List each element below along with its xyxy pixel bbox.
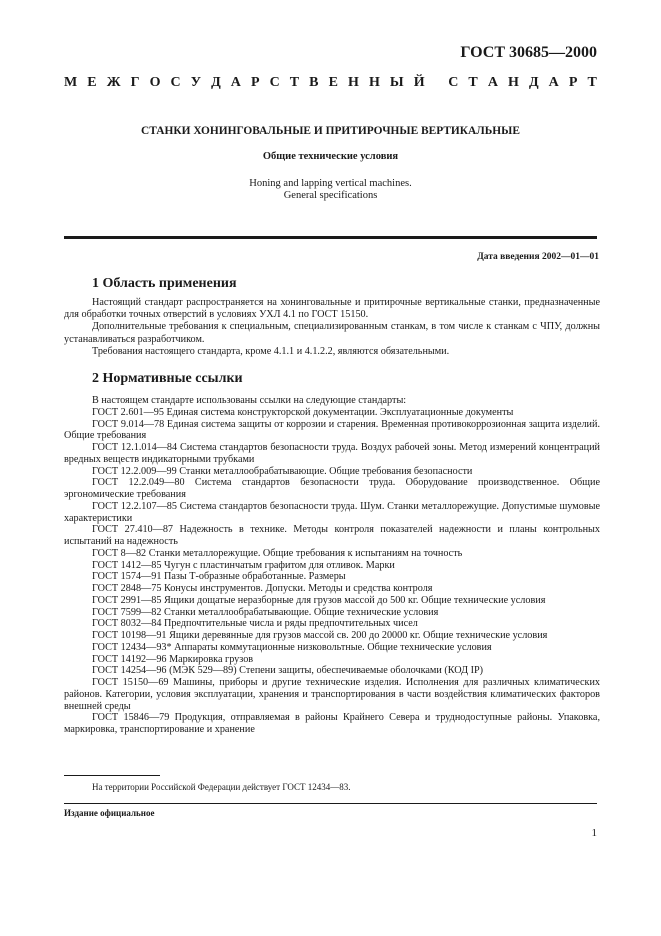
reference-paragraph: ГОСТ 8—82 Станки металлорежущие. Общие требования к испытаниям на точность — [92, 547, 463, 559]
reference-paragraph: ГОСТ 2.601—95 Единая система конструкторской документации. Эксплуатационные документы — [92, 406, 514, 418]
banner-letter: Ж — [106, 75, 121, 90]
banner-letter: Р — [568, 75, 578, 90]
banner-letter: Г — [130, 75, 140, 90]
english-title-line2: General specifications — [283, 190, 378, 201]
reference-paragraph: В настоящем стандарте использованы ссылки на следующие стандарты: — [92, 395, 407, 406]
banner-letter: Н — [368, 75, 380, 90]
official-edition-label: Издание официальное — [64, 808, 155, 818]
header-divider — [64, 236, 597, 239]
banner-letter: А — [230, 75, 241, 90]
banner-letter: С — [448, 75, 459, 90]
english-title — [64, 178, 597, 202]
reference-paragraph: ГОСТ 12.2.009—99 Станки металлообрабатывающие. Общие требования безопасности — [92, 465, 473, 477]
banner-letter: Е — [328, 75, 338, 90]
section-2-heading: 2 Нормативные ссылки — [92, 371, 243, 386]
banner-letter: Т — [289, 75, 300, 90]
banner-letter: В — [309, 75, 319, 90]
banner-letter: Д — [211, 75, 221, 90]
introduction-date: Дата введения 2002—01—01 — [477, 252, 599, 262]
banner-letter: С — [170, 75, 181, 90]
reference-paragraph: ГОСТ 1412—85 Чугун с пластинчатым графитом для отливок. Марки — [92, 559, 395, 571]
reference-paragraph: ГОСТ 12.2.107—85 Система стандартов безопасности труда. Шум. Станки металлорежущие. Допустимые шумовые характеристики — [64, 500, 600, 524]
banner-letter: Й — [413, 75, 425, 90]
reference-paragraph: ГОСТ 12.2.049—80 Система стандартов безопасности труда. Оборудование производственное. Общие эргономические требования — [64, 477, 600, 500]
reference-paragraph: ГОСТ 2848—75 Конусы инструментов. Допуски. Методы и средства контроля — [92, 583, 433, 594]
reference-paragraph: ГОСТ 14192—96 Маркировка грузов — [92, 653, 254, 665]
section-1-paragraph: Дополнительные требования к специальным, специализированным станкам, в том числе к станкам с ЧПУ, должны устанавливаться разработчиком. — [64, 321, 600, 345]
footnote-divider — [64, 775, 160, 776]
reference-paragraph: ГОСТ 1574—91 Пазы Т-образные обработанные. Размеры — [92, 571, 346, 583]
english-title-line1: Honing and lapping vertical machines. — [249, 178, 412, 189]
section-1-heading: 1 Область применения — [92, 276, 237, 291]
reference-paragraph: ГОСТ 12.1.014—84 Система стандартов безопасности труда. Воздух рабочей зоны. Метод измерений концентраций вредных веществ индикаторными трубками — [64, 442, 600, 465]
banner-letter: Е — [87, 75, 97, 90]
reference-paragraph: ГОСТ 10198—91 Ящики деревянные для грузов массой св. 200 до 20000 кг. Общие технические условия — [92, 630, 548, 641]
banner-letter: Н — [508, 75, 519, 90]
banner-letter: Д — [528, 75, 539, 90]
document-subtitle: Общие технические условия — [262, 151, 399, 162]
footer-divider — [64, 803, 597, 804]
banner-letter — [435, 75, 439, 91]
banner-letter: Ы — [389, 75, 404, 90]
document-title: СТАНКИ ХОНИНГОВАЛЬНЫЕ И ПРИТИРОЧНЫЕ ВЕРТИКАЛЬНЫЕ — [141, 125, 520, 137]
page-number: 1 — [591, 827, 597, 839]
interstate-standard-banner — [64, 75, 597, 91]
normative-references-list — [64, 395, 600, 736]
reference-paragraph: ГОСТ 15150—69 Машины, приборы и другие технические изделия. Исполнения для различных климатических районов. Категории, условия эксплуатации, хранения и транспортирования в части воздействия климатических факторов внешней среды — [64, 677, 600, 712]
banner-letter: А — [548, 75, 559, 90]
banner-letter: Т — [468, 75, 478, 90]
reference-paragraph: ГОСТ 2991—85 Ящики дощатые неразборные для грузов массой до 500 кг. Общие технические условия — [92, 594, 546, 606]
reference-paragraph: ГОСТ 7599—82 Станки металлообрабатывающие. Общие технические условия — [92, 606, 439, 618]
reference-paragraph: ГОСТ 9.014—78 Единая система защиты от коррозии и старения. Временная противокоррозионная защита изделий. Общие требования — [64, 418, 600, 442]
banner-letter: С — [269, 75, 280, 90]
section-1-paragraph: Настоящий стандарт распространяется на хонинговальные и притирочные вертикальные станки, предназначенные для обработки точных отверстий в условиях УХЛ 4.1 по ГОСТ 15150. — [64, 297, 600, 321]
banner-letter: У — [190, 75, 201, 90]
reference-paragraph: ГОСТ 15846—79 Продукция, отправляемая в районы Крайнего Севера и труднодоступные районы. Упаковка, маркировка, транспортирование и хранение — [64, 712, 600, 735]
reference-paragraph: ГОСТ 27.410—87 Надежность в технике. Методы контроля показателей надежности и планы контрольных испытаний на надежность — [64, 524, 600, 547]
banner-letter: Р — [250, 75, 260, 90]
banner-letter: Т — [587, 75, 597, 90]
document-code: ГОСТ 30685—2000 — [460, 44, 597, 61]
reference-paragraph: ГОСТ 12434—93* Аппараты коммутационные низковольтные. Общие технические условия — [92, 641, 492, 653]
banner-letter: М — [64, 75, 78, 90]
reference-paragraph: ГОСТ 14254—96 (МЭК 529—89) Степени защиты, обеспечиваемые оболочками (КОД IP) — [92, 665, 484, 677]
section-1-paragraph: Требования настоящего стандарта, кроме 4.1.1 и 4.1.2.2, являются обязательными. — [92, 345, 450, 357]
banner-letter: О — [149, 75, 161, 90]
banner-letter: А — [487, 75, 498, 90]
section-1-body — [64, 297, 600, 358]
footnote: На территории Российской Федерации действует ГОСТ 12434—83. — [92, 782, 351, 792]
banner-letter: Н — [347, 75, 359, 90]
reference-paragraph: ГОСТ 8032—84 Предпочтительные числа и ряды предпочтительных чисел — [92, 618, 418, 630]
